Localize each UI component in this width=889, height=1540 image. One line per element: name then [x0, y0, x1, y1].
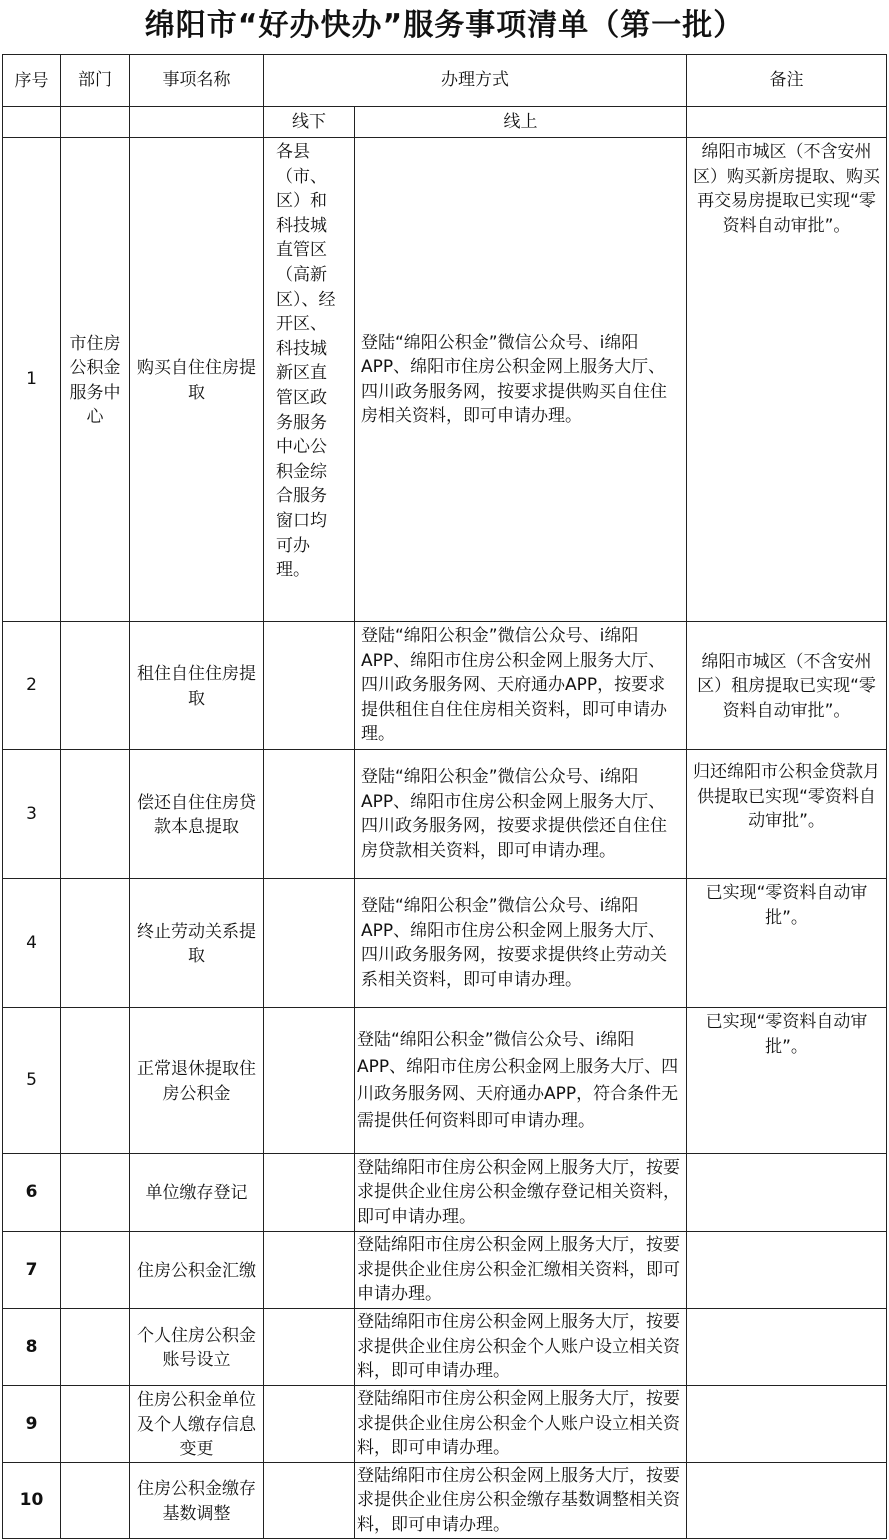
table-row: [3, 138, 887, 622]
row-seq: 1: [3, 138, 61, 622]
note-cell: [687, 1463, 887, 1539]
department-cell: 市住房公积金服务中心: [61, 138, 130, 622]
item-name: 租住自住住房提取: [130, 622, 264, 750]
online-method: 登陆“绵阳公积金”微信公众号、i绵阳APP、绵阳市住房公积金网上服务大厅、四川政务服务网、天府通办APP，按要求提供租住自住住房相关资料，即可申请办理。: [355, 622, 687, 750]
offline-method-empty: [264, 1463, 355, 1539]
note-cell: 绵阳市城区（不含安州区）租房提取已实现“零资料自动审批”。: [687, 622, 887, 750]
header-note: 备注: [687, 55, 887, 107]
header-online: 线上: [355, 107, 687, 138]
online-method: 登陆绵阳市住房公积金网上服务大厅，按要求提供企业住房公积金缴存基数调整相关资料，即可申请办理。: [355, 1463, 687, 1539]
item-name: 偿还自住住房贷款本息提取: [130, 750, 264, 879]
offline-method-empty: [264, 1154, 355, 1232]
subheader-empty-dept: [61, 107, 130, 138]
row-seq: 7: [3, 1232, 61, 1309]
row-seq: 9: [3, 1386, 61, 1463]
note-cell: [687, 1309, 887, 1386]
table-row: [3, 1309, 887, 1386]
item-name: 终止劳动关系提取: [130, 879, 264, 1008]
offline-method-empty: [264, 622, 355, 750]
table-row: [3, 1008, 887, 1154]
online-method: 登陆“绵阳公积金”微信公众号、i绵阳APP、绵阳市住房公积金网上服务大厅、四川政务服务网、天府通办APP，符合条件无需提供任何资料即可申请办理。: [355, 1008, 687, 1154]
subheader-empty-seq: [3, 107, 61, 138]
department-cell-empty: [61, 1232, 130, 1309]
service-items-table: [2, 54, 887, 1539]
item-name: 正常退休提取住房公积金: [130, 1008, 264, 1154]
note-cell: 已实现“零资料自动审批”。: [687, 879, 887, 1008]
header-offline: 线下: [264, 107, 355, 138]
item-name: 个人住房公积金账号设立: [130, 1309, 264, 1386]
online-method: 登陆“绵阳公积金”微信公众号、i绵阳APP、绵阳市住房公积金网上服务大厅、四川政务服务网，按要求提供偿还自住住房贷款相关资料，即可申请办理。: [355, 750, 687, 879]
note-cell: [687, 1154, 887, 1232]
table-row: [3, 1232, 887, 1309]
row-seq: 5: [3, 1008, 61, 1154]
item-name: 住房公积金缴存基数调整: [130, 1463, 264, 1539]
note-cell: [687, 1232, 887, 1309]
header-row: [3, 55, 887, 107]
header-item-name: 事项名称: [130, 55, 264, 107]
header-seq: 序号: [3, 55, 61, 107]
offline-method-empty: [264, 1232, 355, 1309]
offline-method-empty: [264, 879, 355, 1008]
subheader-empty-name: [130, 107, 264, 138]
department-cell-empty: [61, 1008, 130, 1154]
row-seq: 6: [3, 1154, 61, 1232]
row-seq: 8: [3, 1309, 61, 1386]
offline-method-empty: [264, 1008, 355, 1154]
note-cell: 绵阳市城区（不含安州区）购买新房提取、购买再交易房提取已实现“零资料自动审批”。: [687, 138, 887, 622]
subheader-empty-note: [687, 107, 887, 138]
table-row: [3, 1463, 887, 1539]
row-seq: 10: [3, 1463, 61, 1539]
online-method: 登陆绵阳市住房公积金网上服务大厅，按要求提供企业住房公积金个人账户设立相关资料，即可申请办理。: [355, 1309, 687, 1386]
offline-method-empty: [264, 750, 355, 879]
row-seq: 4: [3, 879, 61, 1008]
item-name: 单位缴存登记: [130, 1154, 264, 1232]
header-dept: 部门: [61, 55, 130, 107]
department-cell-empty: [61, 750, 130, 879]
department-cell-empty: [61, 1309, 130, 1386]
online-method: 登陆“绵阳公积金”微信公众号、i绵阳APP、绵阳市住房公积金网上服务大厅、四川政务服务网，按要求提供购买自住住房相关资料，即可申请办理。: [355, 138, 687, 622]
note-cell: [687, 1386, 887, 1463]
department-cell-empty: [61, 1386, 130, 1463]
table-row: [3, 1386, 887, 1463]
department-cell-empty: [61, 879, 130, 1008]
offline-method-empty: [264, 1309, 355, 1386]
online-method: 登陆绵阳市住房公积金网上服务大厅，按要求提供企业住房公积金缴存登记相关资料，即可申请办理。: [355, 1154, 687, 1232]
online-method: 登陆绵阳市住房公积金网上服务大厅，按要求提供企业住房公积金汇缴相关资料，即可申请办理。: [355, 1232, 687, 1309]
row-seq: 2: [3, 622, 61, 750]
note-cell: 已实现“零资料自动审批”。: [687, 1008, 887, 1154]
item-name: 购买自住住房提取: [130, 138, 264, 622]
department-cell-empty: [61, 1154, 130, 1232]
department-cell-empty: [61, 1463, 130, 1539]
item-name: 住房公积金汇缴: [130, 1232, 264, 1309]
online-method: 登陆绵阳市住房公积金网上服务大厅，按要求提供企业住房公积金个人账户设立相关资料，即可申请办理。: [355, 1386, 687, 1463]
row-seq: 3: [3, 750, 61, 879]
table-row: [3, 1154, 887, 1232]
department-cell-empty: [61, 622, 130, 750]
table-row: [3, 879, 887, 1008]
offline-method-empty: [264, 1386, 355, 1463]
item-name: 住房公积金单位及个人缴存信息变更: [130, 1386, 264, 1463]
table-row: [3, 750, 887, 879]
document-title: 绵阳市“好办快办”服务事项清单（第一批）: [144, 8, 745, 43]
online-method: 登陆“绵阳公积金”微信公众号、i绵阳APP、绵阳市住房公积金网上服务大厅、四川政务服务网，按要求提供终止劳动关系相关资料，即可申请办理。: [355, 879, 687, 1008]
table-row: [3, 622, 887, 750]
header-method: 办理方式: [264, 55, 687, 107]
offline-method: 各县（市、区）和科技城直管区（高新区）、经开区、科技城新区直管区政务服务中心公积金综合服务窗口均可办理。: [264, 138, 355, 622]
subheader-row: [3, 107, 887, 138]
note-cell: 归还绵阳市公积金贷款月供提取已实现“零资料自动审批”。: [687, 750, 887, 879]
